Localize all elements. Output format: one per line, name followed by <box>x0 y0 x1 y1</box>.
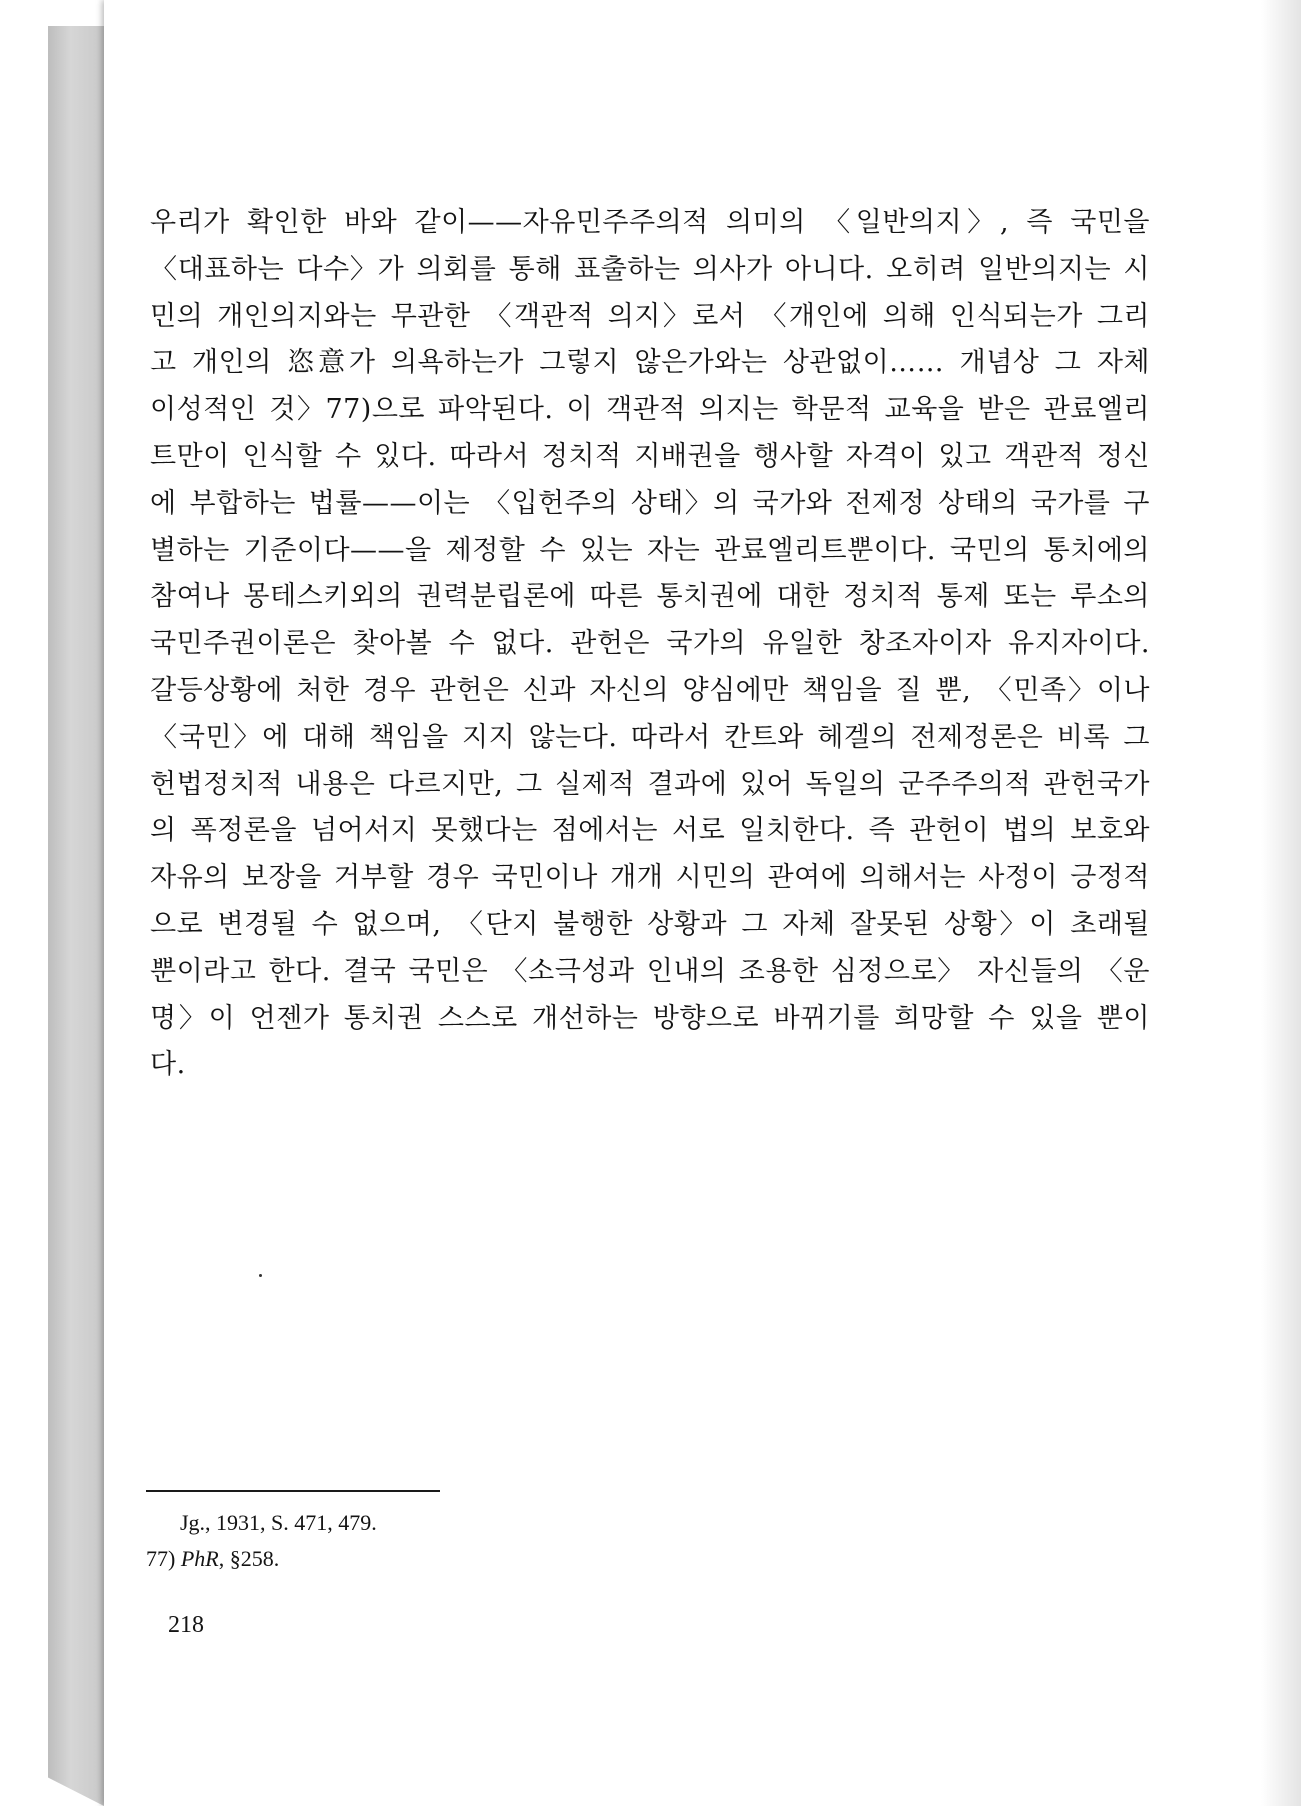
book-edge <box>48 26 104 1806</box>
page-edge-shadow <box>1261 0 1301 1806</box>
footnote-reference: , §258. <box>218 1546 280 1571</box>
ink-speck <box>259 1274 262 1277</box>
footnotes <box>146 1505 377 1577</box>
body-paragraph-text: 우리가 확인한 바와 같이——자유민주주의적 의미의 〈일반의지〉, 즉 국민을 〈대표하는 다수〉가 의회를 통해 표출하는 의사가 아니다. 오히려 일반의지는 시민의 개인의지와는 무관한 〈객관적 의지〉로서 〈개인에 의해 인식되는가 그리고 개인의 恣意가 의욕하는가 그렇지 않은가와는 상관없이…… 개념상 그 자체 이성적인 것〉77)으로 파악된다. 이 객관적 의지는 학문적 교육을 받은 관료엘리트만이 인식할 수 있다. 따라서 정치적 지배권을 행사할 자격이 있고 객관적 정신에 부합하는 법률——이는 〈입헌주의 상태〉의 국가와 전제정 상태의 국가를 구별하는 기준이다——을 제정할 수 있는 자는 관료엘리트뿐이다. 국민의 통치에의 참여나 몽테스키외의 권력분립론에 따른 통치권에 대한 정치적 통제 또는 루소의 국민주권이론은 찾아볼 수 없다. 관헌은 국가의 유일한 창조자이자 유지자이다. 갈등상황에 처한 경우 관헌은 신과 자신의 양심에만 책임을 질 뿐, 〈민족〉이나 〈국민〉에 대해 책임을 지지 않는다. 따라서 칸트와 헤겔의 전제정론은 비록 그 헌법정치적 내용은 다르지만, 그 실제적 결과에 있어 독일의 군주주의적 관헌국가의 폭정론을 넘어서지 못했다는 점에서는 서로 일치한다. 즉 관헌이 법의 보호와 자유의 보장을 거부할 경우 국민이나 개개 시민의 관여에 의해서는 사정이 긍정적으로 변경될 수 없으며, 〈단지 불행한 상황과 그 자체 잘못된 상황〉이 초래될 뿐이라고 한다. 결국 국민은 〈소극성과 인내의 조용한 심정으로〉 자신들의 〈운명〉이 언젠가 통치권 스스로 개선하는 방향으로 바뀌기를 희망할 수 있을 뿐이다. <box>150 207 1150 1081</box>
body-paragraph <box>150 200 1150 1089</box>
page-number: 218 <box>168 1612 204 1638</box>
footnote-source: PhR <box>180 1546 219 1571</box>
footnote-rule <box>146 1490 440 1492</box>
footnote-77 <box>146 1541 377 1577</box>
footnote-continuation: Jg., 1931, S. 471, 479. <box>180 1510 377 1535</box>
footnote-number: 77) <box>146 1546 176 1571</box>
